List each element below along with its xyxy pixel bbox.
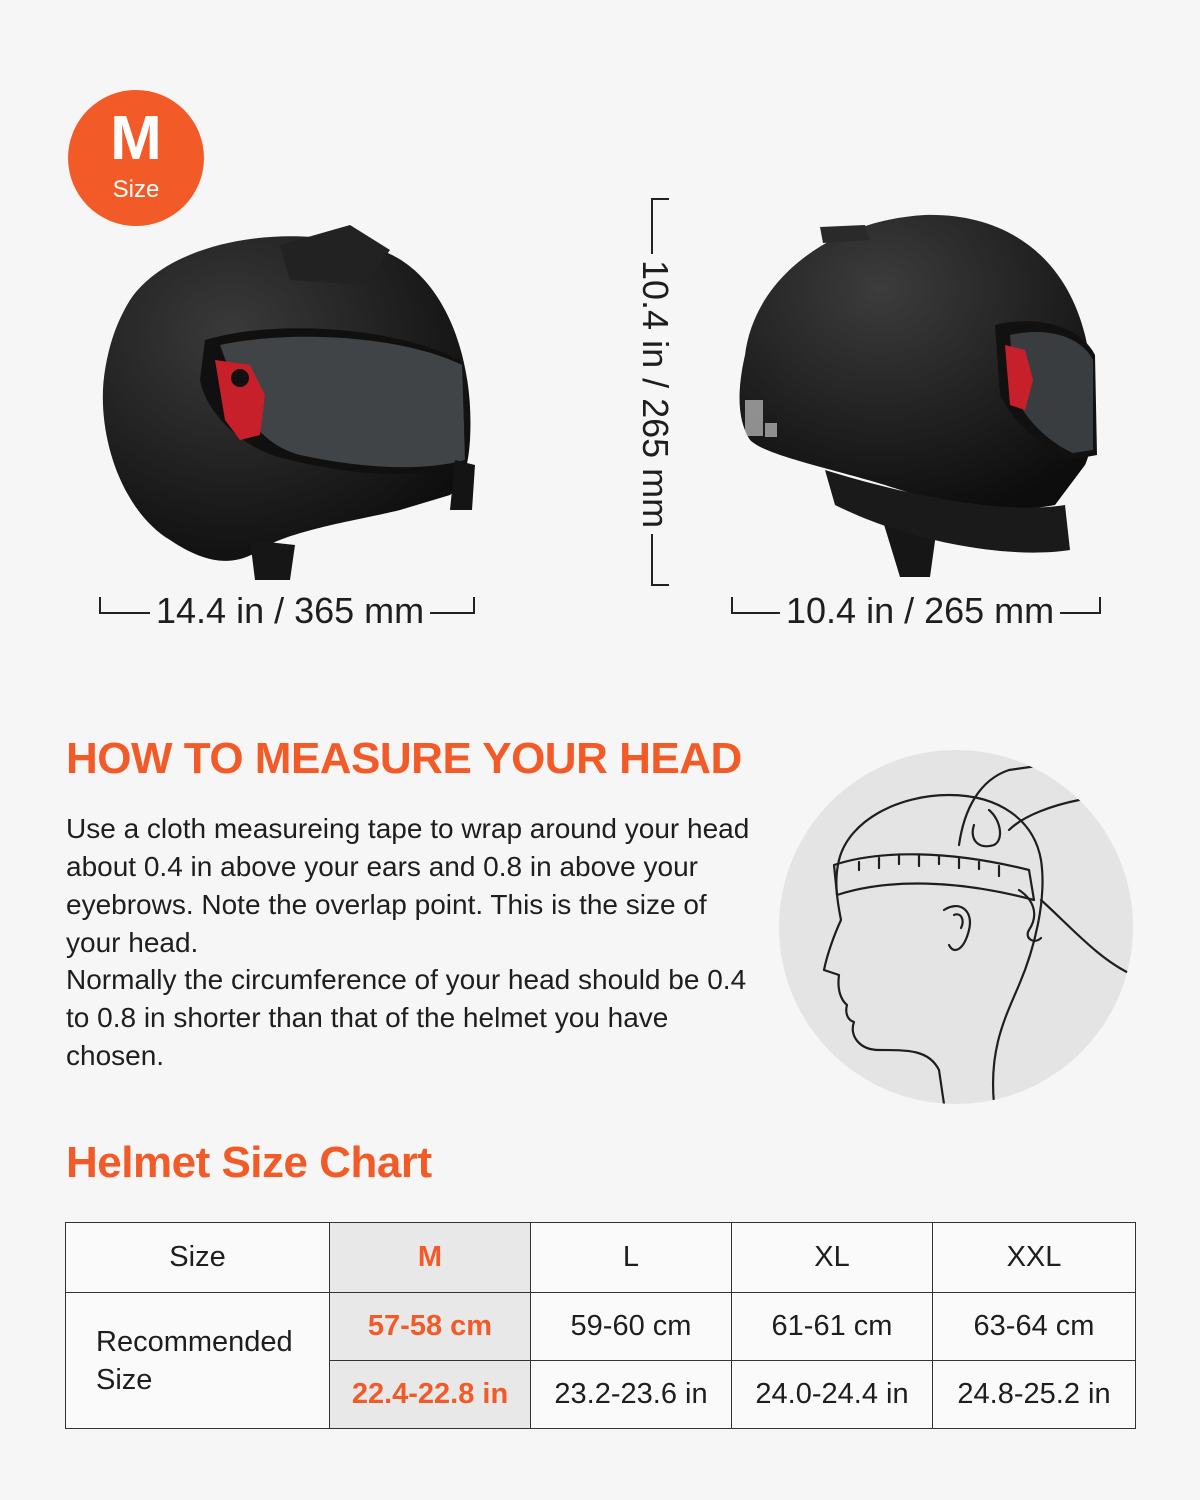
head-measure-drawing — [779, 750, 1133, 1104]
helmet-side-image — [725, 205, 1105, 585]
chart-title: Helmet Size Chart — [66, 1138, 432, 1187]
size-letter: M — [110, 104, 162, 173]
size-row — [66, 1223, 1136, 1293]
helmet-front-image — [90, 210, 490, 590]
measure-paragraph-2: Normally the circumference of your head should be 0.4 to 0.8 in shorter than that of the helmet you have chosen. — [66, 964, 747, 1071]
cm-cell-xl: 61-61 cm — [732, 1293, 933, 1361]
size-cell-xl: XL — [732, 1223, 933, 1293]
inch-cell-xxl: 24.8-25.2 in — [933, 1361, 1136, 1429]
head-illustration — [779, 750, 1133, 1104]
size-chart-table — [65, 1222, 1136, 1429]
size-header-cell: Size — [66, 1223, 330, 1293]
dim-tick-right-side — [1099, 597, 1101, 614]
measure-paragraph-1: Use a cloth measureing tape to wrap around your head about 0.4 in above your ears and 0.8 in above your eyebrows. Note the overlap point. This is the size of your head. — [66, 813, 750, 958]
cm-cell-xxl: 63-64 cm — [933, 1293, 1136, 1361]
size-word: Size — [112, 176, 160, 203]
size-cell-l: L — [531, 1223, 732, 1293]
inch-cell-m: 22.4-22.8 in — [330, 1361, 531, 1429]
size-badge — [68, 90, 204, 226]
measure-title: HOW TO MEASURE YOUR HEAD — [66, 734, 742, 783]
side-width-label: 10.4 in / 265 mm — [780, 590, 1060, 632]
dim-tick-top — [651, 198, 669, 200]
front-width-label: 14.4 in / 365 mm — [150, 590, 430, 632]
dim-tick-right — [473, 597, 475, 614]
dim-tick-bottom — [651, 584, 669, 586]
inch-cell-xl: 24.0-24.4 in — [732, 1361, 933, 1429]
cm-row — [66, 1293, 1136, 1361]
recommended-size-label: Recommended Size — [66, 1293, 330, 1429]
cm-cell-m: 57-58 cm — [330, 1293, 531, 1361]
inch-cell-l: 23.2-23.6 in — [531, 1361, 732, 1429]
height-label: 10.4 in / 265 mm — [634, 254, 676, 534]
size-cell-m: M — [330, 1223, 531, 1293]
cm-cell-l: 59-60 cm — [531, 1293, 732, 1361]
size-cell-xxl: XXL — [933, 1223, 1136, 1293]
